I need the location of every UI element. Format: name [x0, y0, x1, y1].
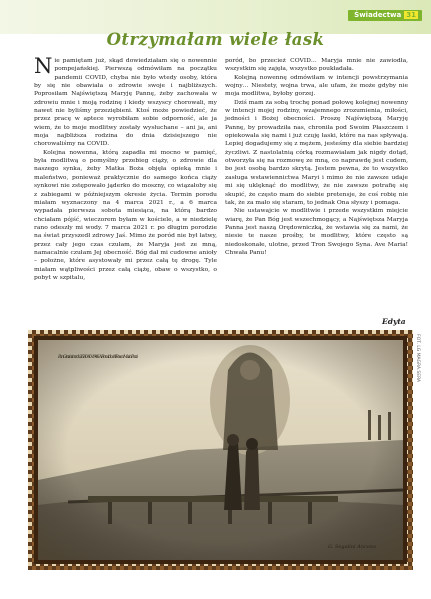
paragraph: Kolejna nowenna, którą zapadła mi mocno w pamięć, była modlitwą o pomyślny przebieg ciąży, o zdrowie dla naszego synka, żeby Matka Boża objęła opieką mnie i maleństwo, ponieważ praktycznie do samego końca ciąży synkowi nie zstępowało jąderko do moszny, co wiązałoby się z zabiegami w późniejszym okresie życia. Termin porodu miałam wyznaczony na 4 marca 2021 r., a 6 marca wypadała pierwsza sobota miesiąca, na którą bardzo chciałam pójść, wieczorem byłam w kościele, a w niedzielę rano odeszły mi wody. 7 marca 2021 r. po długim porodzie na świat przyszedł zdrowy Jaś. Mimo że poród nie był łatwy, przez cały jego czas czułam, że Maryja jest ze mną, namacalnie czułam Jej obecność. Bóg dał mi cudowne anioły – położne, które asystowały mi przez całą tę drogę. Tyle miałam wątpliwości przez całą ciążę, obaw o wszystko, o pobyt w szpitalu, — [34, 148, 217, 281]
author-signature: Edyta — [382, 317, 406, 326]
paragraph: Dziś mam za sobą trochę ponad połowę kolejnej nowenny w intencji mojej rodziny, wzajemnego zrozumienia, miłości, jedności i Bożej obecności. Proszę Najświętszą Maryję Pannę, by prowadziła nas, chroniła pod Swoim Płaszczem i opiekowała się nami i już czuję łaski, które na nas spływają. Lepiej dogadujemy się z mężem, jesteśmy dla siebie bardziej życzliwi. Z nastolatnią córką rozmawiałam jak nigdy dotąd, otworzyła się na rozmowę ze mną, co naprawdę jest cudem, bo jest osobą bardzo skrytą. Jestem pewna, że to wszystko zasługa wstawiennictwa Maryi i mimo że nie zawsze udaje mi się uklęknąć do modlitwy, że nie zawsze potrafię się skupić, że często mam do siebie pretensje, że coś robię nie tak, że za mało się staram, to jednak Ona słyszy i pomaga. — [225, 98, 408, 206]
section-label: Świadectwa — [354, 11, 402, 19]
photo-signature: G. Segalini Ancona — [328, 544, 377, 550]
left-column — [34, 54, 217, 282]
paragraph-text: ie pamiętam już, skąd dowiedziałam się o nowennie pompejańskiej. Pierwszą odmówiłam na początku pandemii COVID, chyba nie było wtedy osoby, która by się nie obawiała o zdrowie swoje i najbliższych. Poprosiłam Najświętszą Maryję Pannę, żeby zachowała w zdrowiu mnie i moją rodzinę i kiedy wszyscy chorowali, my nawet nie byliśmy przeziębieni. Ktoś może powiedzieć, że przez pracę w aptece wyrobiłam sobie odporność, ale ja wiem, że to moje modlitwy zostały wysłuchane – ani ja, ani moja najbliższa rodzina do dnia dzisiejszego nie chorowaliśmy na COVID. — [34, 57, 217, 148]
drop-cap: N — [34, 54, 53, 78]
photo-credit — [414, 334, 421, 414]
photo-credit-text: FOT. LG MAGRA.SERA — [415, 334, 420, 383]
right-column — [225, 57, 408, 257]
paragraph: poród, bo przecież COVID… Maryja mnie nie zawiodła, wszystkim się zajęła, wszystko poukładała. — [225, 57, 408, 73]
paragraph: Kolejną nowennę odmówiłam w intencji powstrzymania wojny… Niestety, wojna trwa, ale ufam, że może gdyby nie moja modlitwa, byłoby gorzej. — [225, 73, 408, 98]
section-badge — [348, 10, 422, 21]
page-number: 31 — [406, 11, 416, 19]
article-title: Otrzymałam wiele łask — [106, 30, 325, 49]
photo-inscription: Pan Grazio ricordo 26. 80 - 80 - 1946. A Ronaldo del Bosco Mario Pozzi — [58, 355, 138, 360]
paragraph — [34, 54, 217, 149]
vintage-photo — [28, 330, 413, 570]
paragraph: Nie ustawajcie w modlitwie i przede wszystkim miejcie wiarę, że Pan Bóg jest wszechmogący, a Najświętsza Maryja Panna jest naszą Orędowniczką, że wstawia się za nami, że niesie te nasze prośby, te modlitwy, które często są niedoskonałe, ulotne, przed Tron Swojego Syna. Ave Maria! Chwała Panu! — [225, 207, 408, 256]
